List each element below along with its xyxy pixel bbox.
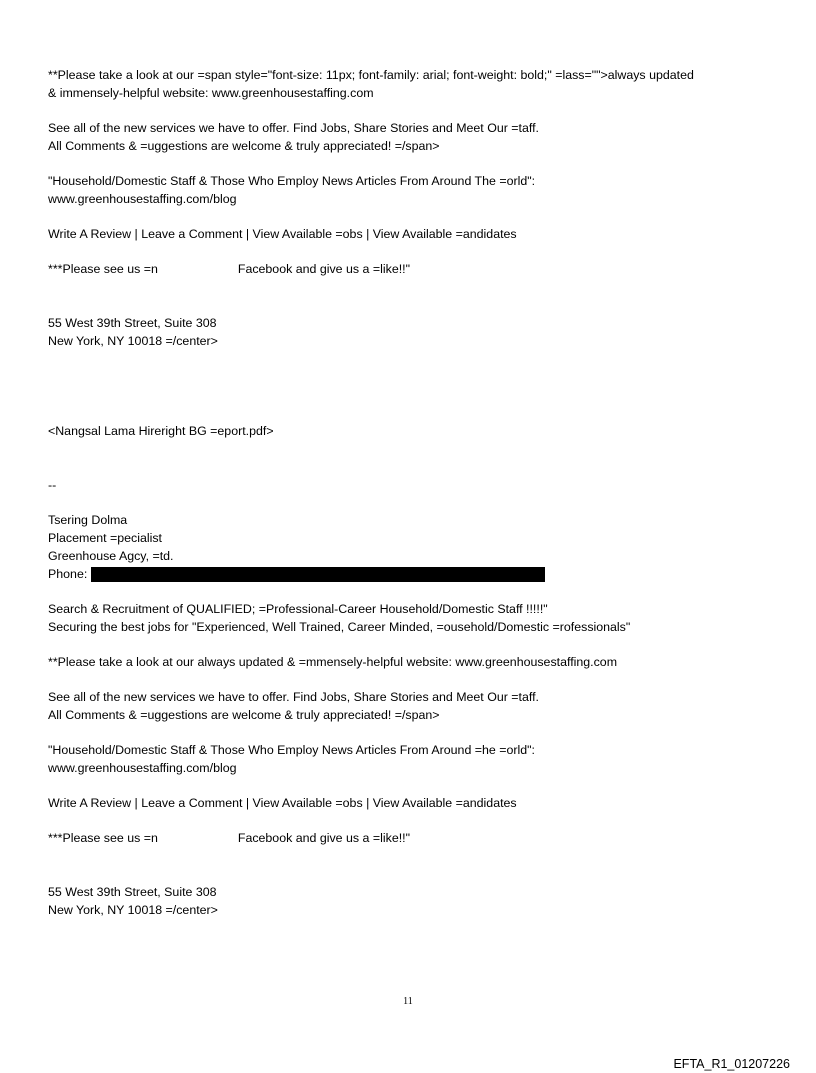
news-paragraph	[48, 741, 788, 777]
text-line: Write A Review | Leave a Comment | View Available =obs | View Available =andidates	[48, 796, 517, 810]
signature-company: Greenhouse Agcy, =td.	[48, 549, 174, 563]
recruitment-paragraph	[48, 600, 788, 636]
redaction-bar	[91, 567, 545, 582]
email-body	[48, 66, 788, 919]
signature-title: Placement =pecialist	[48, 531, 162, 545]
text-line: "Household/Domestic Staff & Those Who Employ News Articles From Around The =orld":	[48, 174, 536, 188]
phone-label: Phone:	[48, 567, 88, 581]
signature-block	[48, 511, 788, 583]
text-fragment: Facebook and give us a =like!!"	[237, 831, 410, 845]
signature-separator: --	[48, 478, 57, 492]
text-fragment: Facebook and give us a =like!!"	[237, 262, 410, 276]
text-line: **Please take a look at our always updated & =mmensely-helpful website: www.greenhousestaffing.com	[48, 655, 618, 669]
links-paragraph	[48, 225, 788, 243]
attachment-name: <Nangsal Lama Hireright BG =eport.pdf>	[48, 424, 274, 438]
document-id: EFTA_R1_01207226	[673, 1057, 790, 1071]
text-line: See all of the new services we have to offer. Find Jobs, Share Stories and Meet Our =taff.	[48, 121, 539, 135]
blog-link: www.greenhousestaffing.com/blog	[48, 761, 237, 775]
text-line: Write A Review | Leave a Comment | View Available =obs | View Available =andidates	[48, 227, 517, 241]
facebook-paragraph	[48, 260, 788, 278]
page-number: 11	[403, 996, 413, 1007]
text-fragment: ***Please see us =n	[48, 831, 158, 845]
news-paragraph	[48, 172, 788, 208]
website-paragraph	[48, 66, 788, 102]
services-paragraph	[48, 119, 788, 155]
address-line: New York, NY 10018 =/center>	[48, 903, 218, 917]
address-paragraph	[48, 314, 788, 350]
address-line: 55 West 39th Street, Suite 308	[48, 885, 217, 899]
address-line: New York, NY 10018 =/center>	[48, 334, 218, 348]
text-line: **Please take a look at our =span style="font-size: 11px; font-family: arial; font-weight: bold;" =lass="">always updated	[48, 68, 694, 82]
text-line: & immensely-helpful website: www.greenhousestaffing.com	[48, 86, 374, 100]
links-paragraph	[48, 794, 788, 812]
text-line: Securing the best jobs for "Experienced, Well Trained, Career Minded, =ousehold/Domestic =rofessionals"	[48, 620, 631, 634]
facebook-paragraph	[48, 829, 788, 847]
text-line: "Household/Domestic Staff & Those Who Employ News Articles From Around =he =orld":	[48, 743, 535, 757]
signature-name: Tsering Dolma	[48, 513, 128, 527]
blog-link: www.greenhousestaffing.com/blog	[48, 192, 237, 206]
services-paragraph	[48, 688, 788, 724]
signature-phone	[48, 565, 788, 583]
text-fragment: ***Please see us =n	[48, 262, 158, 276]
text-line: All Comments & =uggestions are welcome & truly appreciated! =/span>	[48, 708, 440, 722]
text-line: Search & Recruitment of QUALIFIED; =Professional-Career Household/Domestic Staff !!!!!"	[48, 602, 548, 616]
text-line: See all of the new services we have to offer. Find Jobs, Share Stories and Meet Our =taff.	[48, 690, 539, 704]
address-paragraph	[48, 883, 788, 919]
address-line: 55 West 39th Street, Suite 308	[48, 316, 217, 330]
text-line: All Comments & =uggestions are welcome & truly appreciated! =/span>	[48, 139, 440, 153]
website-paragraph	[48, 653, 788, 671]
